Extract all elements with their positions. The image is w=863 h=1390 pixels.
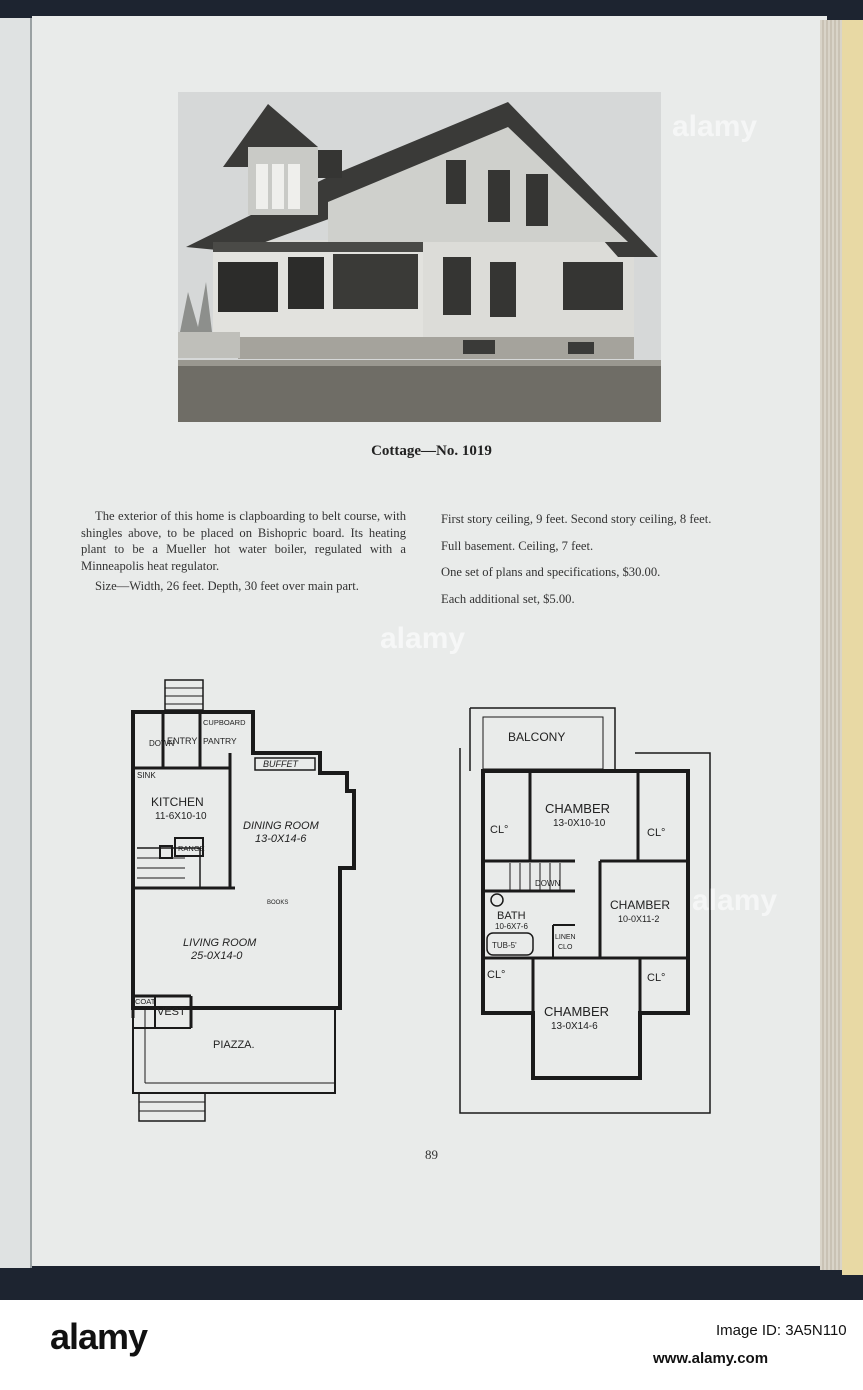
cupboard-label: CUPBOARD [203, 718, 246, 727]
cover-strip [842, 20, 863, 1275]
closet-label: CL° [490, 824, 509, 836]
buffet-label: BUFFET [263, 759, 298, 769]
watermark: alamy [380, 622, 466, 655]
additional-price-paragraph: Each additional set, $5.00. [441, 591, 575, 606]
size-paragraph: Size—Width, 26 feet. Depth, 30 feet over main part. [95, 579, 359, 593]
chamber-label: CHAMBER [545, 801, 611, 816]
down-label: DOWN [535, 879, 561, 888]
site-url[interactable]: www.alamy.com [653, 1350, 769, 1367]
piazza-label: PIAZZA. [213, 1039, 255, 1051]
kitchen-label: KITCHEN [151, 795, 204, 809]
linen-label: LINEN [555, 934, 576, 941]
ceiling-paragraph: First story ceiling, 9 feet. Second story ceiling, 8 feet. [441, 512, 712, 526]
watermark: alamy [672, 110, 758, 143]
dining-room-label: DINING ROOM [243, 820, 319, 832]
books-label: BOOKS [267, 900, 289, 906]
description-left-column [81, 508, 406, 599]
left-page-edge [0, 18, 32, 1268]
image-id: Image ID: 3A5N110 [716, 1322, 847, 1339]
chamber-label: CHAMBER [610, 898, 671, 912]
closet-label: CL° [647, 972, 666, 984]
living-room-size: 25-0X14-0 [191, 950, 243, 962]
bath-label: BATH [497, 910, 526, 922]
tub-label: TUB-5' [492, 941, 517, 950]
chamber-size: 10-0X11-2 [618, 914, 660, 924]
down-label: DOWN [149, 739, 175, 748]
description-right-column [441, 511, 751, 617]
kitchen-size: 11-6X10-10 [155, 811, 207, 822]
chamber-label: CHAMBER [544, 1004, 610, 1019]
entry-label: ENTRY [167, 736, 198, 746]
house-photo [178, 92, 661, 422]
price-paragraph: One set of plans and specifications, $30.00. [441, 565, 661, 579]
coat-label: COAT [135, 997, 156, 1006]
basement-paragraph: Full basement. Ceiling, 7 feet. [441, 538, 594, 553]
plan-caption: Cottage—No. 1019 [371, 443, 492, 459]
first-floor-plan [125, 678, 365, 1123]
chamber-size: 13-0X14-6 [551, 1021, 598, 1032]
balcony-label: BALCONY [508, 730, 566, 744]
linen-closet-label: CLO [558, 944, 573, 951]
page-number: 89 [425, 1147, 438, 1162]
bath-size: 10-6X7-6 [495, 922, 528, 931]
pantry-label: PANTRY [203, 736, 237, 746]
page-stack-edge [820, 20, 842, 1270]
chamber-size: 13-0X10-10 [553, 818, 606, 829]
closet-label: CL° [647, 827, 666, 839]
living-room-label: LIVING ROOM [183, 937, 257, 949]
closet-label: CL° [487, 969, 506, 981]
range-label: RANGE [178, 844, 205, 853]
dining-room-size: 13-0X14-6 [255, 833, 307, 845]
description-paragraph: The exterior of this home is clapboarding to belt course, with shingles above, to be placed on Bishopric board. Its heating plant to be a Mueller hot water boiler, regulated with a Minneapolis heat regulator. [81, 509, 406, 573]
alamy-logo: alamy [50, 1316, 148, 1357]
sink-label: SINK [137, 771, 156, 780]
vest-label: VEST [157, 1006, 186, 1018]
second-floor-plan [455, 703, 715, 1118]
watermark: alamy [692, 884, 778, 917]
